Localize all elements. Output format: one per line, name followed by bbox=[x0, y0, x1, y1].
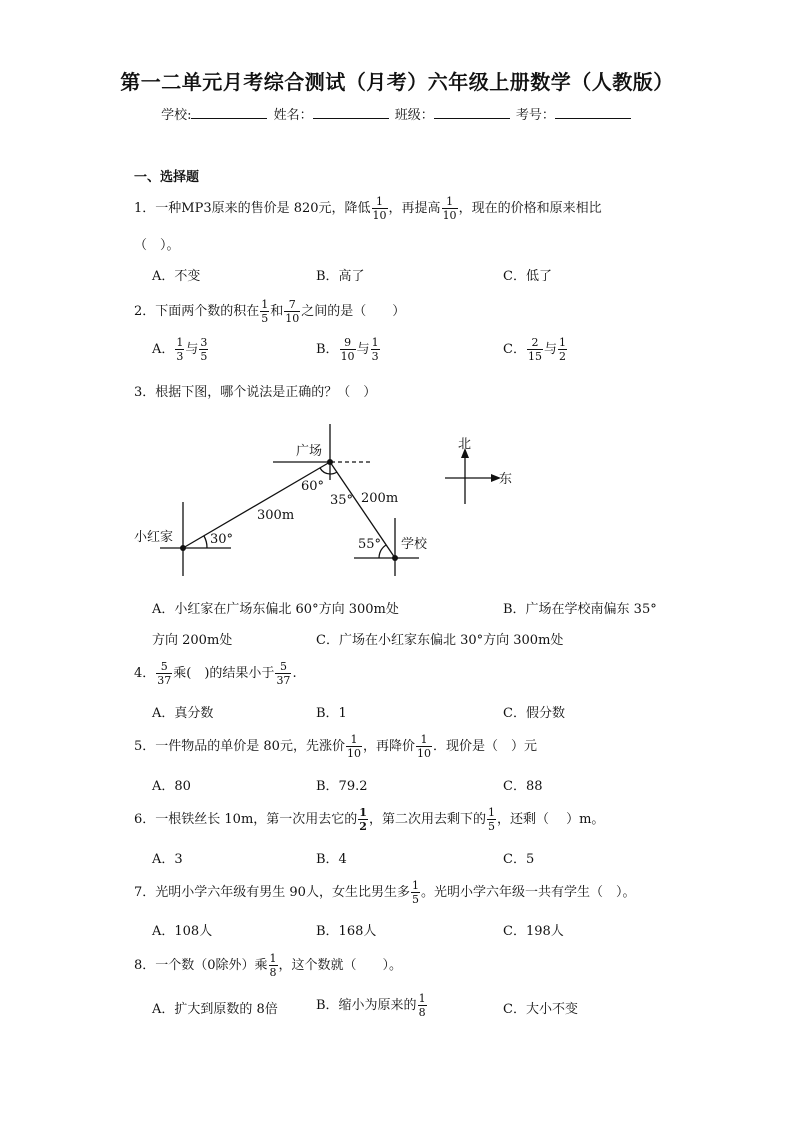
q4-option-c[interactable]: C．假分数 bbox=[503, 706, 565, 721]
q1-option-a[interactable]: A．不变 bbox=[152, 269, 201, 284]
q2-text-b: 和 bbox=[270, 304, 284, 319]
name-blank[interactable] bbox=[313, 106, 389, 119]
q2-option-c[interactable]: C． $\frac{2}{15}$ 与 $\frac{1}{2}$ bbox=[503, 336, 566, 363]
q6-option-b[interactable]: B．4 bbox=[316, 852, 347, 867]
student-info-row bbox=[0, 104, 794, 123]
q1-text-c: ，现在的价格和原来相比 bbox=[458, 201, 602, 216]
q8-option-b[interactable]: B．缩小为原来的 $\frac{1}{8}$ bbox=[316, 992, 426, 1019]
q8-option-a[interactable]: A．扩大到原数的 8倍 bbox=[152, 1002, 278, 1017]
q2-text-a: 2．下面两个数的积在 bbox=[134, 304, 260, 319]
q3-option-a[interactable]: A．小红家在广场东偏北 60°方向 300m处 bbox=[152, 602, 399, 617]
q2-fraction-2: $\frac{7}{10}$ bbox=[285, 298, 300, 325]
q3-option-b-continued: 方向 200m处 bbox=[152, 633, 233, 648]
question-1 bbox=[134, 195, 602, 222]
label-angle-35: 35° bbox=[330, 493, 354, 508]
q1-fraction-1: $\frac{1}{10}$ bbox=[372, 195, 387, 222]
q3-option-b[interactable]: B．广场在学校南偏东 35° bbox=[503, 602, 657, 617]
q3-option-c[interactable]: C．广场在小红家东偏北 30°方向 300m处 bbox=[316, 633, 564, 648]
q7-option-a[interactable]: A．108人 bbox=[152, 924, 213, 939]
q8-option-c[interactable]: C．大小不变 bbox=[503, 1002, 578, 1017]
q6-fraction-1: $\frac{1}{2}$ bbox=[359, 806, 367, 833]
label-north: 北 bbox=[458, 437, 472, 452]
q5-fraction-2: $\frac{1}{10}$ bbox=[416, 733, 431, 760]
number-blank[interactable] bbox=[555, 106, 631, 119]
label-angle-60: 60° bbox=[301, 479, 325, 494]
q4-fraction-2: $\frac{5}{37}$ bbox=[276, 660, 291, 687]
q4-fraction-1: $\frac{5}{37}$ bbox=[157, 660, 172, 687]
q5-option-c[interactable]: C．88 bbox=[503, 779, 543, 794]
question-5: 5．一件物品的单价是 80元，先涨价 $\frac{1}{10}$ ，再降价 $\frac{1}{10}$ ．现价是（ ）元 bbox=[134, 733, 537, 760]
q2-fraction-1: $\frac{1}{5}$ bbox=[261, 298, 269, 325]
q2-option-b[interactable]: B． $\frac{9}{10}$ 与 $\frac{1}{3}$ bbox=[316, 336, 379, 363]
direction-diagram bbox=[125, 418, 525, 588]
q5-option-b[interactable]: B．79.2 bbox=[316, 779, 368, 794]
section-heading: 一、选择题 bbox=[134, 170, 200, 185]
question-8: 8．一个数（0除外）乘 $\frac{1}{8}$ ，这个数就（ ）。 bbox=[134, 952, 403, 979]
school-blank[interactable] bbox=[191, 106, 267, 119]
q6-fraction-2: $\frac{1}{5}$ bbox=[487, 806, 495, 833]
school-label: 学校: bbox=[161, 108, 192, 123]
q1-text-b: ，再提高 bbox=[388, 201, 441, 216]
q2-text-c: 之间的是（ ） bbox=[301, 304, 406, 319]
label-angle-30: 30° bbox=[210, 532, 234, 547]
question-6: 6．一根铁丝长 10m，第一次用去它的 $\frac{1}{2}$ ，第二次用去剩下的 $\frac{1}{5}$ ，还剩（ ）m。 bbox=[134, 806, 605, 833]
label-distance-300: 300m bbox=[257, 508, 295, 523]
number-label: 考号： bbox=[515, 108, 555, 123]
label-east: 东 bbox=[499, 472, 513, 487]
page-title: 第一二单元月考综合测试（月考）六年级上册数学（人教版） bbox=[120, 70, 674, 94]
q1-fraction-2: $\frac{1}{10}$ bbox=[442, 195, 457, 222]
q2-option-a[interactable]: A． $\frac{1}{3}$ 与 $\frac{3}{5}$ bbox=[152, 336, 208, 363]
q4-option-a[interactable]: A．真分数 bbox=[152, 706, 214, 721]
q6-option-c[interactable]: C．5 bbox=[503, 852, 535, 867]
class-label: 班级： bbox=[394, 108, 434, 123]
question-3: 3．根据下图，哪个说法是正确的？（ ） bbox=[134, 385, 377, 400]
question-4: 4． $\frac{5}{37}$ 乘( )的结果小于 $\frac{5}{37}$ . bbox=[134, 660, 297, 687]
label-school: 学校 bbox=[401, 537, 428, 552]
label-plaza: 广场 bbox=[296, 444, 323, 459]
name-label: 姓名： bbox=[273, 108, 313, 123]
q5-option-a[interactable]: A．80 bbox=[152, 779, 191, 794]
q8-fraction-1: $\frac{1}{8}$ bbox=[269, 952, 277, 979]
question-7: 7．光明小学六年级有男生 90人，女生比男生多 $\frac{1}{5}$ 。光明小学六年级一共有学生（ ）。 bbox=[134, 879, 636, 906]
q7-option-b[interactable]: B．168人 bbox=[316, 924, 377, 939]
q1-text-a: 1．一种MP3原来的售价是 820元，降低 bbox=[134, 201, 371, 216]
q7-fraction-1: $\frac{1}{5}$ bbox=[411, 879, 419, 906]
class-blank[interactable] bbox=[434, 106, 510, 119]
q1-option-c[interactable]: C．低了 bbox=[503, 269, 552, 284]
label-home: 小红家 bbox=[134, 530, 174, 545]
label-angle-55: 55° bbox=[358, 537, 382, 552]
q4-option-b[interactable]: B．1 bbox=[316, 706, 347, 721]
q7-option-c[interactable]: C．198人 bbox=[503, 924, 564, 939]
label-distance-200: 200m bbox=[361, 491, 399, 506]
q1-line2: （ ）。 bbox=[134, 238, 180, 253]
q5-fraction-1: $\frac{1}{10}$ bbox=[346, 733, 361, 760]
q1-option-b[interactable]: B．高了 bbox=[316, 269, 365, 284]
question-2 bbox=[134, 298, 405, 325]
q6-option-a[interactable]: A．3 bbox=[152, 852, 183, 867]
